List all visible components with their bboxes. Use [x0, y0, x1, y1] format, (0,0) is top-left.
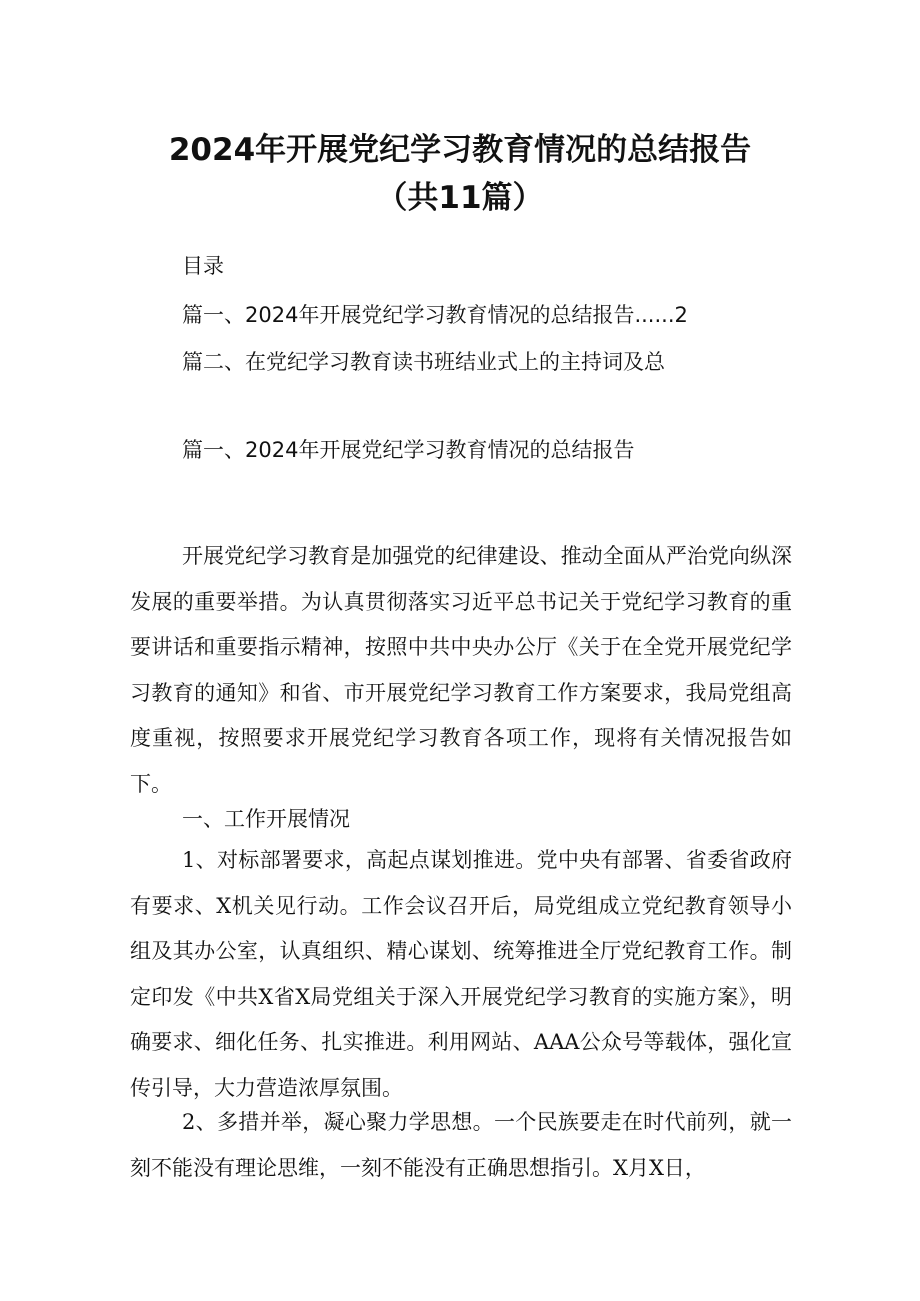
toc-item[interactable]: 篇二、在党纪学习教育读书班结业式上的主持词及总 — [182, 350, 665, 374]
document-title-count: （共11篇） — [376, 180, 544, 216]
document-title: 2024年开展党纪学习教育情况的总结报告 — [168, 132, 752, 168]
section-heading: 篇一、2024年开展党纪学习教育情况的总结报告 — [182, 438, 635, 462]
subheading-work-status: 一、工作开展情况 — [182, 807, 350, 831]
body-paragraph: 1、对标部署要求，高起点谋划推进。党中央有部署、省委省政府有要求、X机关见行动。工作会议召开后，局党组成立党纪教育领导小组及其办公室，认真组织、精心谋划、统筹推进全厅党纪教育工作。制定印发《中共X省X局党组关于深入开展党纪学习教育的实施方案》，明确要求、细化任务、扎实推进。利用网站、AAA公众号等载体，强化宣传引导，大力营造浓厚氛围。 — [130, 848, 792, 1100]
toc-heading: 目录 — [182, 254, 224, 278]
toc-item[interactable]: 篇一、2024年开展党纪学习教育情况的总结报告......2 — [182, 303, 688, 327]
intro-paragraph: 开展党纪学习教育是加强党的纪律建设、推动全面从严治党向纵深发展的重要举措。为认真贯彻落实习近平总书记关于党纪学习教育的重要讲话和重要指示精神，按照中共中央办公厅《关于在全党开展党纪学习教育的通知》和省、市开展党纪学习教育工作方案要求，我局党组高度重视，按照要求开展党纪学习教育各项工作，现将有关情况报告如下。 — [130, 544, 792, 796]
body-paragraph: 2、多措并举，凝心聚力学思想。一个民族要走在时代前列，就一刻不能没有理论思维，一刻不能没有正确思想指引。X月X日， — [130, 1110, 792, 1180]
